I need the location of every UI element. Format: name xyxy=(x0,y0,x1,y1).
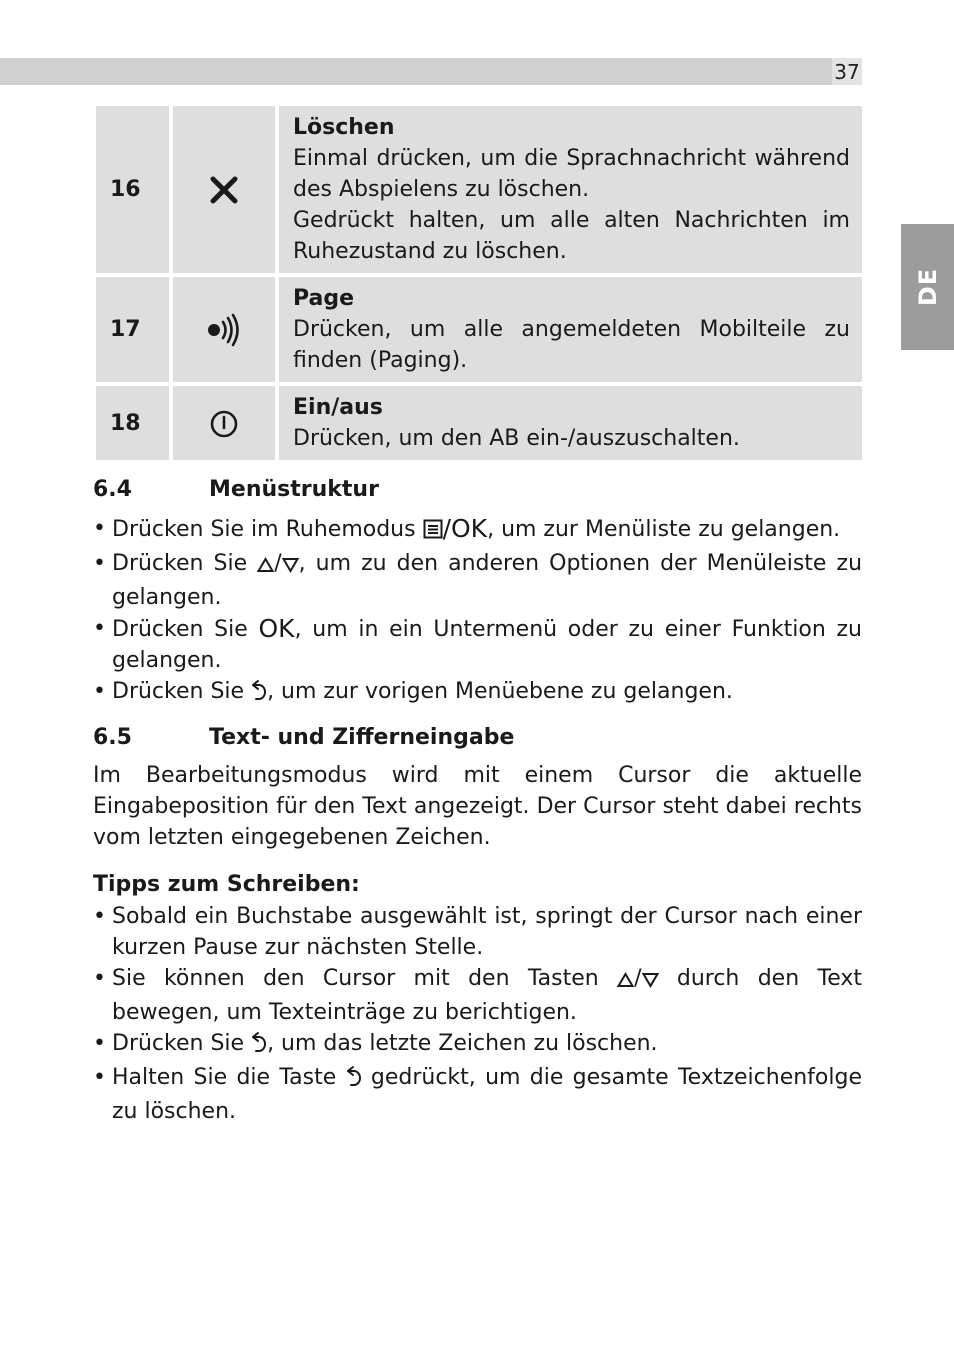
menu-icon xyxy=(423,517,443,548)
language-tab-label: DE xyxy=(913,267,942,307)
list-item xyxy=(93,676,862,710)
list-item xyxy=(93,963,862,1028)
list-item xyxy=(93,613,862,676)
list-item xyxy=(93,548,862,613)
item-text: gedrückt, um die gesamte Textzeichenfolge zu löschen. xyxy=(112,1065,863,1124)
item-text: / xyxy=(274,551,282,576)
list-item xyxy=(93,1028,862,1062)
page-number: 37 xyxy=(832,58,862,85)
power-icon xyxy=(173,382,279,460)
item-text: , um zur vorigen Menüebene zu gelangen. xyxy=(267,679,733,704)
section-number: 6.5 xyxy=(93,725,132,750)
item-text: durch den Text bewegen, um Texteinträge zu berichtigen. xyxy=(112,966,862,1025)
row-text: Einmal drücken, um die Sprachnachricht während des Abspielens zu löschen. xyxy=(293,146,850,202)
table-row xyxy=(96,382,862,460)
section-title: Text- und Zifferneingabe xyxy=(209,725,515,750)
back-arrow-icon xyxy=(251,679,267,710)
header-bar xyxy=(0,58,832,85)
row-description xyxy=(279,273,862,382)
row-text: Drücken, um den AB ein-/auszuschalten. xyxy=(293,426,740,451)
list-item: • Sobald ein Buchstabe ausgewählt ist, springt der Cursor nach einer kurzen Pause zur nächsten Stelle. xyxy=(93,901,862,963)
item-text: Sie können den Cursor mit den Tasten xyxy=(112,966,618,991)
row-number: 17 xyxy=(96,273,173,382)
list-item xyxy=(93,1062,862,1127)
row-title: Löschen xyxy=(293,115,395,140)
arrow-down-icon xyxy=(282,551,299,582)
item-text: , um das letzte Zeichen zu löschen. xyxy=(267,1031,658,1056)
arrow-up-icon xyxy=(257,551,274,582)
item-text: Drücken Sie im Ruhemodus xyxy=(112,517,423,542)
tips-heading: Tipps zum Schreiben: xyxy=(93,872,360,897)
row-text: Gedrückt halten, um alle alten Nachrichten im Ruhezustand zu löschen. xyxy=(293,208,850,264)
item-text: Drücken Sie xyxy=(112,679,252,704)
item-text: / xyxy=(634,966,642,991)
ok-key-label: OK xyxy=(258,614,295,643)
row-number: 18 xyxy=(96,382,173,460)
item-text: Drücken Sie xyxy=(112,551,258,576)
function-table xyxy=(96,106,862,460)
arrow-up-icon xyxy=(617,966,634,997)
row-description xyxy=(279,382,862,460)
ok-key-label: /OK xyxy=(442,514,488,543)
back-arrow-icon xyxy=(346,1065,362,1096)
item-text: , um in ein Untermenü oder zu einer Funktion zu gelangen. xyxy=(112,617,862,673)
page-signal-icon xyxy=(173,273,279,382)
item-text: Halten Sie die Taste xyxy=(112,1065,346,1090)
language-tab xyxy=(901,224,954,350)
item-text: Drücken Sie xyxy=(112,617,259,642)
table-row xyxy=(96,273,862,382)
tips-bullet-list xyxy=(93,901,862,1127)
table-row xyxy=(96,106,862,273)
section-number: 6.4 xyxy=(93,477,132,502)
body-paragraph: Im Bearbeitungsmodus wird mit einem Cursor die aktuelle Eingabeposition für den Text angezeigt. Der Cursor steht dabei rechts vom letzten eingegebenen Zeichen. xyxy=(93,763,862,850)
section-title: Menüstruktur xyxy=(209,477,379,502)
section-heading xyxy=(93,477,379,502)
item-text: , um zu den anderen Optionen der Menüleiste zu gelangen. xyxy=(112,551,863,610)
arrow-down-icon xyxy=(642,966,659,997)
item-text: , um zur Menüliste zu gelangen. xyxy=(487,517,841,542)
row-title: Page xyxy=(293,286,355,311)
section-heading xyxy=(93,725,514,750)
menu-bullet-list xyxy=(93,513,862,710)
row-title: Ein/aus xyxy=(293,395,383,420)
back-arrow-icon xyxy=(251,1031,267,1062)
list-item xyxy=(93,513,862,548)
item-text: Drücken Sie xyxy=(112,1031,252,1056)
row-text: Drücken, um alle angemeldeten Mobilteile zu finden (Paging). xyxy=(293,317,850,373)
close-x-icon xyxy=(173,106,279,273)
row-description xyxy=(279,106,862,273)
row-number: 16 xyxy=(96,106,173,273)
